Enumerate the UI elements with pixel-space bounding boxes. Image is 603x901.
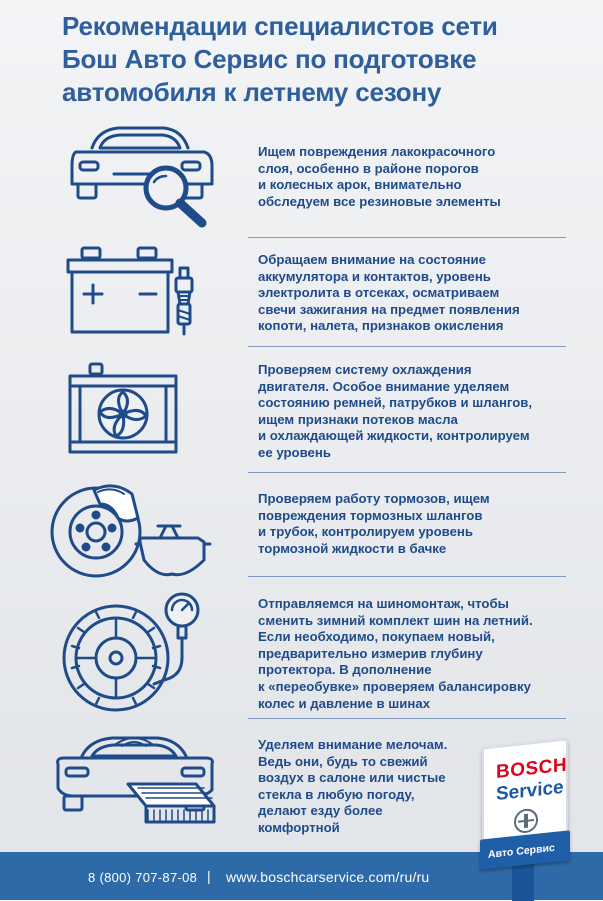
item-line: Проверяем работу тормозов, ищем	[258, 491, 490, 506]
bosch-service-logo	[476, 733, 572, 893]
title-line: Бош Авто Сервис по подготовке	[62, 44, 477, 74]
bosch-armature-icon	[514, 808, 538, 835]
item-text	[258, 491, 570, 557]
divider	[248, 472, 566, 473]
logo-brand: BOSCH	[496, 754, 568, 784]
item-line: и трубок, контролируем уровень	[258, 524, 473, 540]
tire-pressure-gauge-icon	[58, 588, 208, 720]
item-line: Если необходимо, покупаем новый,	[258, 629, 495, 645]
divider	[248, 346, 566, 347]
title-line: автомобиля к летнему сезону	[62, 77, 442, 107]
logo-service: Service	[496, 776, 564, 806]
item-line: стекла в любую погоду,	[258, 786, 415, 802]
radiator-fan-icon	[62, 360, 192, 460]
item-text	[258, 596, 570, 712]
item-text	[258, 362, 570, 462]
item-line: Уделяем внимание мелочам.	[258, 737, 448, 752]
phone-number[interactable]: 8 (800) 707-87-08	[88, 870, 198, 885]
item-line: предварительно измерив глубину	[258, 645, 483, 661]
item-line: двигателя. Особое внимание уделяем	[258, 378, 510, 394]
item-line: тормозной жидкости в бачке	[258, 540, 447, 556]
item-line: комфортной	[258, 819, 340, 835]
item-line: состоянию ремней, патрубков и шлангов,	[258, 395, 533, 411]
item-line: Отправляемся на шиномонтаж, чтобы	[258, 596, 509, 611]
car-magnifier-icon	[62, 118, 222, 228]
website-link[interactable]: www.boschcarservice.com/ru/ru	[226, 869, 430, 885]
item-line: и колесных арок, внимательно	[258, 177, 462, 193]
divider	[248, 718, 566, 719]
item-line: Обращаем внимание на состояние	[258, 252, 486, 267]
item-line: электролита в отсеках, осматриваем	[258, 285, 500, 301]
item-line: протектора. В дополнение	[258, 662, 432, 678]
brake-disc-icon	[48, 478, 218, 588]
item-line: Ведь они, будь то свежий	[258, 753, 428, 769]
logo-plate-text: Авто Сервис	[488, 841, 555, 861]
footer-separator: |	[207, 868, 211, 884]
title-line: Рекомендации специалистов сети	[62, 11, 498, 41]
item-line: Ищем повреждения лакокрасочного	[258, 144, 496, 159]
item-line: к «переобувке» проверяем балансировку	[258, 678, 531, 694]
item-line: воздух в салоне или чистые	[258, 770, 446, 786]
battery-spark-plug-icon	[62, 238, 222, 348]
divider	[248, 576, 566, 577]
item-line: и охлаждающей жидкости, контролируем	[258, 428, 530, 444]
car-cabin-filter-icon	[46, 728, 226, 838]
item-line: делают езду более	[258, 803, 383, 819]
item-line: Проверяем систему охлаждения	[258, 362, 472, 377]
logo-board	[482, 738, 568, 843]
item-line: слоя, особенно в районе порогов	[258, 160, 479, 176]
item-line: копоти, налета, признаков окисления	[258, 318, 504, 334]
item-line: свечи зажигания на предмет появления	[258, 301, 520, 317]
item-text	[258, 144, 570, 210]
item-line: обследуем все резиновые элементы	[258, 193, 501, 209]
item-line: аккумулятора и контактов, уровень	[258, 268, 491, 284]
item-line: ее уровень	[258, 444, 331, 460]
page-title	[62, 10, 582, 109]
item-text	[258, 252, 570, 335]
item-line: сменить зимний комплект шин на летний.	[258, 612, 533, 628]
logo-pole	[512, 861, 534, 901]
divider	[248, 237, 566, 238]
item-line: колес и давление в шинах	[258, 695, 431, 711]
item-line: ищем признаки потеков масла	[258, 411, 458, 427]
item-line: повреждения тормозных шлангов	[258, 507, 483, 523]
